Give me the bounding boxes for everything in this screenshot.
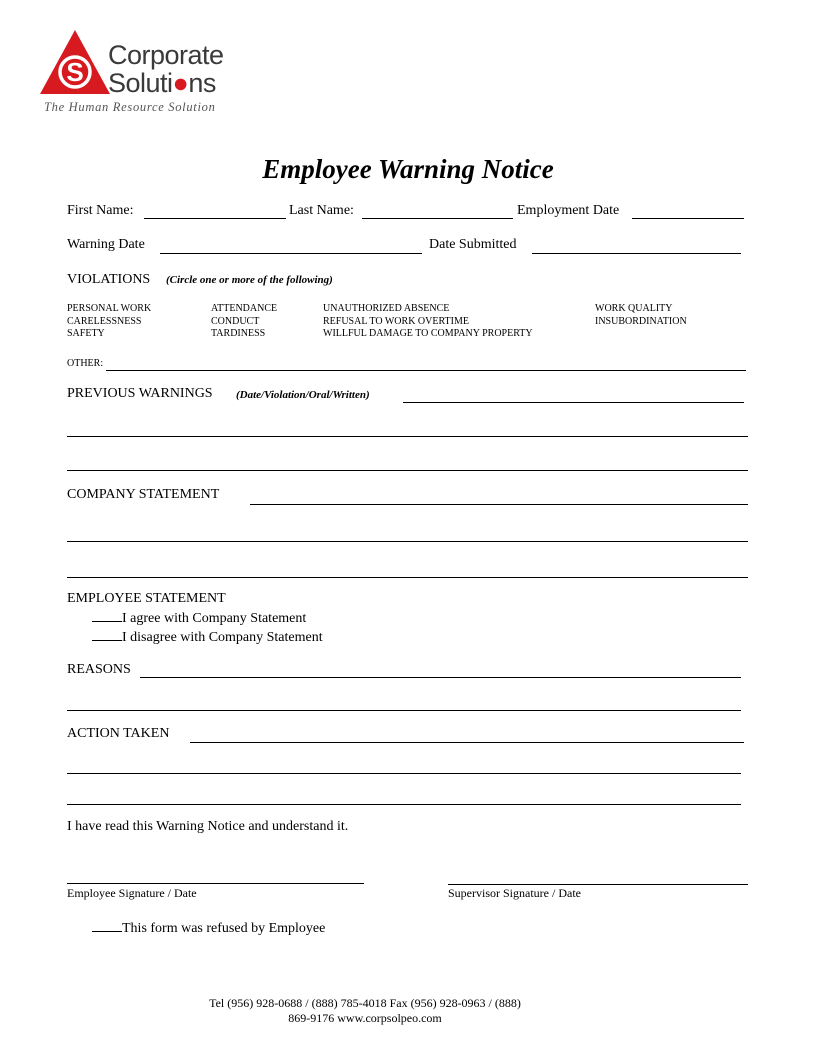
other-violation-field[interactable] [106,370,746,371]
footer-line-1: Tel (956) 928-0688 / (888) 785-4018 Fax (956) 928-0963 / (888) [209,996,521,1010]
refused-label: This form was refused by Employee [122,921,326,936]
violations-column-4 [595,303,687,328]
company-statement-line[interactable] [67,541,748,542]
corporate-solutions-logo-icon [40,30,110,98]
last-name-label: Last Name: [289,203,354,218]
disagree-label: I disagree with Company Statement [122,630,323,645]
action-taken-line[interactable] [67,804,741,805]
other-violation-label: OTHER: [67,358,104,369]
disagree-checkbox[interactable] [92,628,122,641]
logo-person-icon: ● [172,68,189,98]
violation-option[interactable]: PERSONAL WORK [67,303,152,314]
violation-option[interactable]: WILLFUL DAMAGE TO COMPANY PROPERTY [323,328,533,339]
footer-line-2: 869-9176 www.corpsolpeo.com [288,1011,442,1025]
refused-option[interactable] [92,919,325,937]
supervisor-signature-label: Supervisor Signature / Date [448,886,581,900]
last-name-field[interactable] [362,218,513,219]
acknowledgement-text: I have read this Warning Notice and understand it. [67,819,349,834]
company-statement-heading: COMPANY STATEMENT [67,487,220,502]
violation-option[interactable]: INSUBORDINATION [595,315,687,327]
svg-text:S: S [66,57,84,87]
logo-wordmark-line2: Soluti●ns [108,68,216,98]
violation-option[interactable]: UNAUTHORIZED ABSENCE [323,303,450,314]
violations-heading: VIOLATIONS [67,272,151,287]
first-name-label: First Name: [67,203,134,218]
logo-tagline: The Human Resource Solution [44,100,216,114]
date-submitted-label: Date Submitted [429,237,517,252]
previous-warnings-heading: PREVIOUS WARNINGS [67,386,213,401]
supervisor-signature-field[interactable] [448,884,748,885]
agree-option[interactable] [92,609,306,627]
violations-column-3 [323,303,533,341]
previous-warnings-field[interactable] [403,402,744,403]
action-taken-field[interactable] [190,742,744,743]
employee-statement-heading: EMPLOYEE STATEMENT [67,591,226,606]
violations-column-2 [211,303,277,341]
violation-option[interactable]: REFUSAL TO WORK OVERTIME [323,315,469,327]
employment-date-label: Employment Date [517,203,620,218]
warning-date-field[interactable] [160,253,422,254]
logo-wordmark-line1: Corporate [108,40,224,70]
agree-checkbox[interactable] [92,609,122,622]
warning-date-label: Warning Date [67,237,145,252]
action-taken-line[interactable] [67,773,741,774]
action-taken-heading: ACTION TAKEN [67,726,170,741]
violation-option[interactable]: TARDINESS [211,328,266,339]
violation-option[interactable]: ATTENDANCE [211,303,278,314]
reasons-heading: REASONS [67,662,131,677]
previous-warnings-line[interactable] [67,436,748,437]
disagree-option[interactable] [92,628,323,646]
violation-option[interactable]: WORK QUALITY [595,303,673,314]
violation-option[interactable]: SAFETY [67,328,105,339]
employment-date-field[interactable] [632,218,744,219]
page-title: Employee Warning Notice [262,154,554,184]
violations-instruction: (Circle one or more of the following) [166,274,333,286]
employee-signature-field[interactable] [67,883,364,884]
reasons-field[interactable] [140,677,741,678]
violation-option[interactable]: CONDUCT [211,315,260,327]
violations-column-1 [67,303,151,341]
first-name-field[interactable] [144,218,286,219]
employee-signature-label: Employee Signature / Date [67,886,197,900]
refused-checkbox[interactable] [92,919,122,932]
contact-footer [200,996,530,1026]
company-statement-field[interactable] [250,504,748,505]
date-submitted-field[interactable] [532,253,741,254]
company-statement-line[interactable] [67,577,748,578]
previous-warnings-line[interactable] [67,470,748,471]
agree-label: I agree with Company Statement [122,611,307,626]
violation-option[interactable]: CARELESSNESS [67,315,142,327]
previous-warnings-instruction: (Date/Violation/Oral/Written) [236,389,370,401]
reasons-line[interactable] [67,710,741,711]
